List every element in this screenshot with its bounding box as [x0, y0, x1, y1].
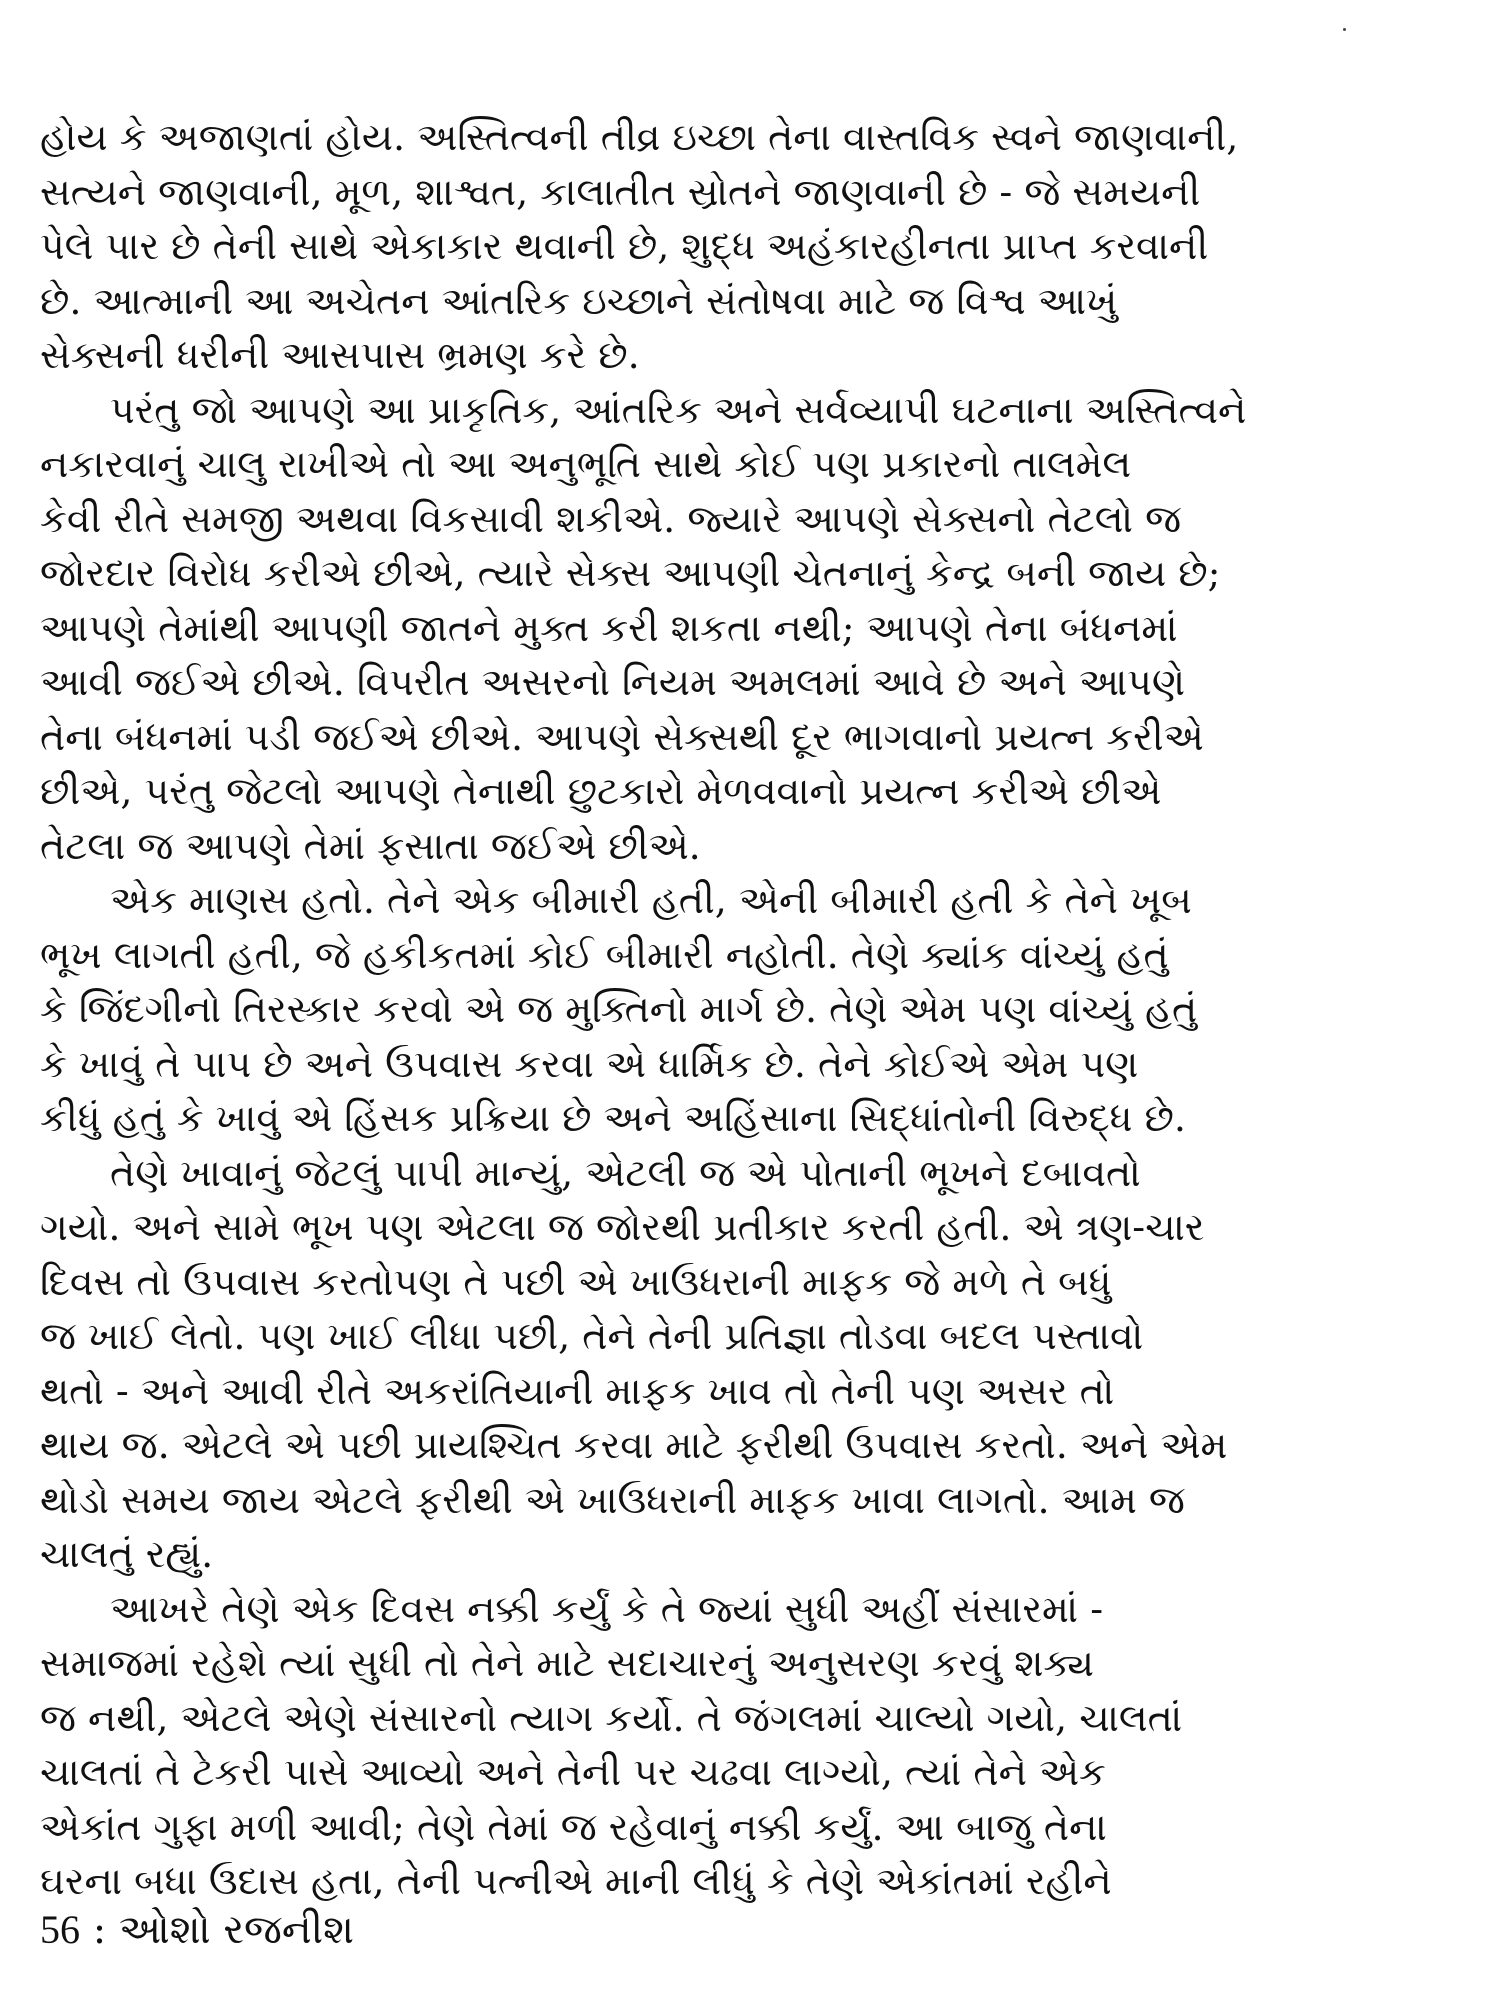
text-line: ગયો. અને સામે ભૂખ પણ એટલા જ જોરથી પ્રતીકાર કરતી હતી. એ ત્રણ-ચાર	[40, 1205, 1205, 1249]
text-line: જ ખાઈ લેતો. પણ ખાઈ લીધા પછી, તેને તેની પ્રતિજ્ઞા તોડવા બદલ પસ્તાવો	[40, 1314, 1144, 1358]
paragraph	[40, 383, 1480, 874]
text-line: તેના બંધનમાં પડી જઈએ છીએ. આપણે સેક્સથી દૂર ભાગવાનો પ્રયત્ન કરીએ	[40, 714, 1204, 759]
text-line: થોડો સમય જાય એટલે ફરીથી એ ખાઉધરાની માફક ખાવા લાગતો. આમ જ	[40, 1477, 1185, 1522]
text-line: કે જિંદગીનો તિરસ્કાર કરવો એ જ મુક્તિનો માર્ગ છે. તેણે એમ પણ વાંચ્યું હતું	[40, 987, 1198, 1031]
paragraph	[40, 110, 1480, 383]
paragraph	[40, 1146, 1480, 1582]
text-line: કીધું હતું કે ખાવું એ હિંસક પ્રક્રિયા છે અને અહિંસાના સિદ્ધાંતોની વિરુદ્ધ છે.	[40, 1096, 1186, 1140]
text-line: તેણે ખાવાનું જેટલું પાપી માન્યું, એટલી જ એ પોતાની ભૂખને દબાવતો	[110, 1150, 1141, 1195]
text-line: તેટલા જ આપણે તેમાં ફસાતા જઈએ છીએ.	[40, 823, 701, 868]
text-line: સત્યને જાણવાની, મૂળ, શાશ્વત, કાલાતીત સ્રોતને જાણવાની છે - જે સમયની	[40, 169, 1201, 214]
text-line: થાય જ. એટલે એ પછી પ્રાયશ્ચિત કરવા માટે ફરીથી ઉપવાસ કરતો. અને એમ	[40, 1423, 1228, 1467]
scan-speck	[1343, 28, 1346, 31]
text-line: દિવસ તો ઉપવાસ કરતોપણ તે પછી એ ખાઉધરાની માફક જે મળે તે બધું	[40, 1259, 1112, 1304]
text-line: ભૂખ લાગતી હતી, જે હકીકતમાં કોઈ બીમારી નહોતી. તેણે ક્યાંક વાંચ્યું હતું	[40, 932, 1169, 977]
footer-separator: :	[92, 1907, 107, 1953]
text-line: એક માણસ હતો. તેને એક બીમારી હતી, એની બીમારી હતી કે તેને ખૂબ	[110, 878, 1192, 922]
text-line: છે. આત્માની આ અચેતન આંતરિક ઇચ્છાને સંતોષવા માટે જ વિશ્વ આખું	[40, 278, 1118, 323]
text-line: કે ખાવું તે પાપ છે અને ઉપવાસ કરવા એ ધાર્મિક છે. તેને કોઈએ એમ પણ	[40, 1041, 1139, 1086]
text-line: હોય કે અજાણતાં હોય. અસ્તિત્વની તીવ્ર ઇચ્છા તેના વાસ્તવિક સ્વને જાણવાની,	[40, 115, 1239, 159]
text-line: જોરદાર વિરોધ કરીએ છીએ, ત્યારે સેક્સ આપણી ચેતનાનું કેન્દ્ર બની જાય છે;	[40, 551, 1221, 595]
page-body	[40, 110, 1480, 1909]
text-line: સેક્સની ધરીની આસપાસ ભ્રમણ કરે છે.	[40, 333, 640, 377]
text-line: જ નથી, એટલે એણે સંસારનો ત્યાગ કર્યો. તે જંગલમાં ચાલ્યો ગયો, ચાલતાં	[40, 1695, 1183, 1740]
text-line: ઘરના બધા ઉદાસ હતા, તેની પત્નીએ માની લીધું કે તેણે એકાંતમાં રહીને	[40, 1859, 1112, 1903]
text-line: સમાજમાં રહેશે ત્યાં સુધી તો તેને માટે સદાચારનું અનુસરણ કરવું શક્ય	[40, 1641, 1094, 1685]
page-footer	[40, 1905, 354, 1955]
text-line: પેલે પાર છે તેની સાથે એકાકાર થવાની છે, શુદ્ધ અહંકારહીનતા પ્રાપ્ત કરવાની	[40, 224, 1209, 268]
text-line: પરંતુ જો આપણે આ પ્રાકૃતિક, આંતરિક અને સર્વવ્યાપી ઘટનાના અસ્તિત્વને	[110, 387, 1247, 432]
text-line: થતો - અને આવી રીતે અકરાંતિયાની માફક ખાવ તો તેની પણ અસર તો	[40, 1368, 1115, 1413]
text-line: આપણે તેમાંથી આપણી જાતને મુક્ત કરી શકતા નથી; આપણે તેના બંધનમાં	[40, 605, 1178, 650]
text-line: એકાંત ગુફા મળી આવી; તેણે તેમાં જ રહેવાનું નક્કી કર્યું. આ બાજુ તેના	[40, 1804, 1107, 1849]
text-line: છીએ, પરંતુ જેટલો આપણે તેનાથી છુટકારો મેળવવાનો પ્રયત્ન કરીએ છીએ	[40, 769, 1162, 813]
page-number: 56	[40, 1907, 80, 1952]
text-line: ચાલતાં તે ટેકરી પાસે આવ્યો અને તેની પર ચઢવા લાગ્યો, ત્યાં તેને એક	[40, 1750, 1106, 1794]
footer-author: ઓશો રજનીશ	[118, 1907, 354, 1953]
paragraph	[40, 873, 1480, 1146]
text-line: આવી જઈએ છીએ. વિપરીત અસરનો નિયમ અમલમાં આવે છે અને આપણે	[40, 660, 1185, 704]
paragraph	[40, 1582, 1480, 1909]
text-line: નકારવાનું ચાલુ રાખીએ તો આ અનુભૂતિ સાથે કોઈ પણ પ્રકારનો તાલમેલ	[40, 442, 1132, 486]
text-line: કેવી રીતે સમજી અથવા વિકસાવી શકીએ. જ્યારે આપણે સેક્સનો તેટલો જ	[40, 496, 1182, 541]
text-line: આખરે તેણે એક દિવસ નક્કી કર્યું કે તે જ્યાં સુધી અહીં સંસારમાં -	[110, 1586, 1104, 1631]
text-line: ચાલતું રહ્યું.	[40, 1532, 214, 1576]
